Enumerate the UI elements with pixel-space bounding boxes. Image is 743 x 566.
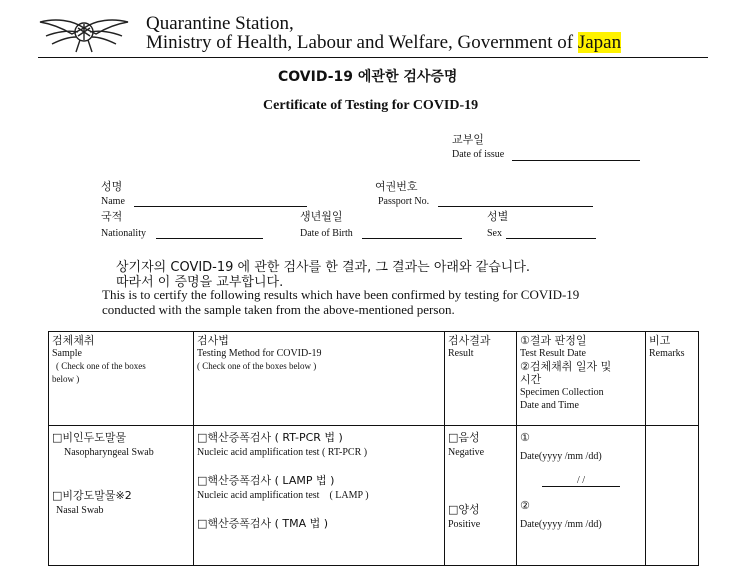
ministry-emblem-icon <box>38 10 130 56</box>
method-rtpcr-checkbox[interactable]: □핵산증폭검사 ( RT-PCR 법 ) <box>197 431 343 444</box>
sample-options-cell <box>49 426 194 566</box>
date-entry-line-1[interactable] <box>542 475 620 487</box>
header-date-en-2a: Specimen Collection <box>520 387 604 398</box>
header-method-en: Testing Method for COVID-19 <box>197 348 322 359</box>
date-format-2: Date(yyyy /mm /dd) <box>520 519 602 530</box>
dob-label-en: Date of Birth <box>300 228 353 239</box>
result-negative-checkbox[interactable]: □음성 <box>448 431 480 444</box>
sex-line[interactable] <box>506 238 596 239</box>
date-marker-2: ② <box>520 499 530 512</box>
header-remarks-kr: 비고 <box>649 334 671 347</box>
table-header-row <box>49 332 699 426</box>
title-korean: COVID-19 에관한 검사증명 <box>278 69 458 85</box>
name-label-kr: 성명 <box>101 180 123 193</box>
header-rule <box>38 57 708 58</box>
result-negative-en: Negative <box>448 447 485 458</box>
statement-kr-line-1: 상기자의 COVID-19 에 관한 검사를 한 결과, 그 결과는 아래와 같습니다. <box>116 260 531 275</box>
header-remarks-cell <box>646 332 699 426</box>
header-date-cell <box>517 332 646 426</box>
date-marker-1: ① <box>520 431 530 444</box>
method-rtpcr-en: Nucleic acid amplification test ( RT-PCR ) <box>197 447 368 458</box>
passport-line[interactable] <box>438 206 593 207</box>
header-sample-cell <box>49 332 194 426</box>
date-separators-1: / / <box>576 475 586 486</box>
header-method-kr: 검사법 <box>197 334 229 347</box>
result-positive-checkbox[interactable]: □양성 <box>448 503 480 516</box>
sample-nasopharyngeal-checkbox[interactable]: □비인두도말물 <box>52 431 127 444</box>
method-lamp-en: Nucleic acid amplification test ( LAMP ) <box>197 490 369 501</box>
sample-nasal-en: Nasal Swab <box>56 505 104 516</box>
header-line-2 <box>146 32 621 54</box>
header-date-en-1: Test Result Date <box>520 348 586 359</box>
date-entry-cell <box>517 426 646 566</box>
nationality-line[interactable] <box>156 238 263 239</box>
passport-label-kr: 여권번호 <box>375 180 418 193</box>
header-result-en: Result <box>448 348 474 359</box>
title-english: Certificate of Testing for COVID-19 <box>263 98 479 113</box>
header-remarks-en: Remarks <box>649 348 685 359</box>
remarks-cell[interactable] <box>646 426 699 566</box>
name-label-en: Name <box>101 196 125 207</box>
header-country-highlight: Japan <box>577 32 622 53</box>
header-date-kr-2a: ②검체채취 일자 및 <box>520 360 612 373</box>
header-sample-note-1: ( Check one of the boxes <box>56 361 146 371</box>
header-result-kr: 검사결과 <box>448 334 491 347</box>
header-line-1: Quarantine Station, <box>146 13 294 34</box>
name-line[interactable] <box>134 206 307 207</box>
issue-label-kr: 교부일 <box>452 133 484 146</box>
method-tma-checkbox[interactable]: □핵산증폭검사 ( TMA 법 ) <box>197 517 329 530</box>
issue-date-line[interactable] <box>512 160 640 161</box>
sex-label-en: Sex <box>487 228 502 239</box>
result-positive-en: Positive <box>448 519 481 530</box>
statement-en-line-1: This is to certify the following results which have been confirmed by testing for COVID-19 <box>102 287 580 302</box>
header-line-2-text: Ministry of Health, Labour and Welfare, Government of <box>146 32 578 53</box>
dob-label-kr: 생년월일 <box>300 210 343 223</box>
result-options-cell <box>445 426 517 566</box>
date-format-1: Date(yyyy /mm /dd) <box>520 451 602 462</box>
nationality-label-kr: 국적 <box>101 210 123 223</box>
header-date-en-2b: Date and Time <box>520 400 579 411</box>
sample-nasal-checkbox[interactable]: □비강도말물※2 <box>52 489 132 502</box>
test-results-table <box>48 331 699 566</box>
statement-kr-line-2: 따라서 이 증명을 교부합니다. <box>116 275 284 290</box>
header-date-kr-1: ①결과 판정일 <box>520 334 587 347</box>
header-result-cell <box>445 332 517 426</box>
method-options-cell <box>194 426 445 566</box>
issue-label-en: Date of issue <box>452 149 505 160</box>
header-date-kr-2b: 시간 <box>520 373 542 386</box>
header-sample-note-2: below ) <box>52 374 80 384</box>
header-method-note: ( Check one of the boxes below ) <box>197 361 317 371</box>
header-sample-kr: 검체채취 <box>52 334 95 347</box>
statement-en-line-2: conducted with the sample taken from the above-mentioned person. <box>102 302 455 317</box>
passport-label-en: Passport No. <box>378 196 430 207</box>
method-lamp-checkbox[interactable]: □핵산증폭검사 ( LAMP 법 ) <box>197 474 335 487</box>
table-body-row <box>49 426 699 566</box>
dob-line[interactable] <box>362 238 462 239</box>
header-sample-en: Sample <box>52 348 82 359</box>
header-method-cell <box>194 332 445 426</box>
nationality-label-en: Nationality <box>101 228 146 239</box>
sex-label-kr: 성별 <box>487 210 509 223</box>
sample-nasopharyngeal-en: Nasopharyngeal Swab <box>64 447 154 458</box>
